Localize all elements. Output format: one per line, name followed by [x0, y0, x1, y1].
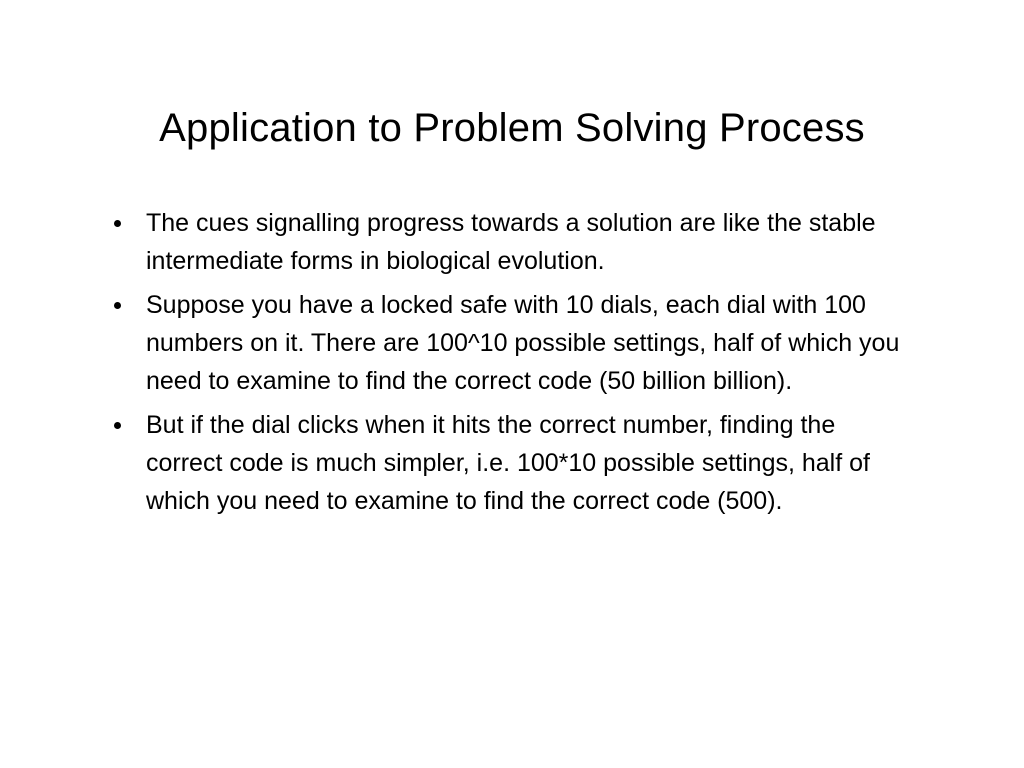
bullet-text: Suppose you have a locked safe with 10 dials, each dial with 100 numbers on it. There are 100^10 possible settings, half of which you need to examine to find the correct code (50 billion billion).	[146, 291, 900, 395]
bullet-dot-icon	[114, 220, 121, 227]
slide-title: Application to Problem Solving Process	[159, 106, 865, 150]
bullet-list	[110, 204, 910, 526]
bullet-dot-icon	[114, 302, 121, 309]
bullet-text: But if the dial clicks when it hits the correct number, finding the correct code is much simpler, i.e. 100*10 possible settings, half of which you need to examine to find the correct code (500).	[146, 411, 870, 515]
bullet-dot-icon	[114, 422, 121, 429]
bullet-text: The cues signalling progress towards a solution are like the stable intermediate forms in biological evolution.	[146, 209, 876, 275]
bullet-item	[110, 204, 910, 280]
bullet-item	[110, 286, 910, 400]
bullet-item	[110, 406, 910, 520]
